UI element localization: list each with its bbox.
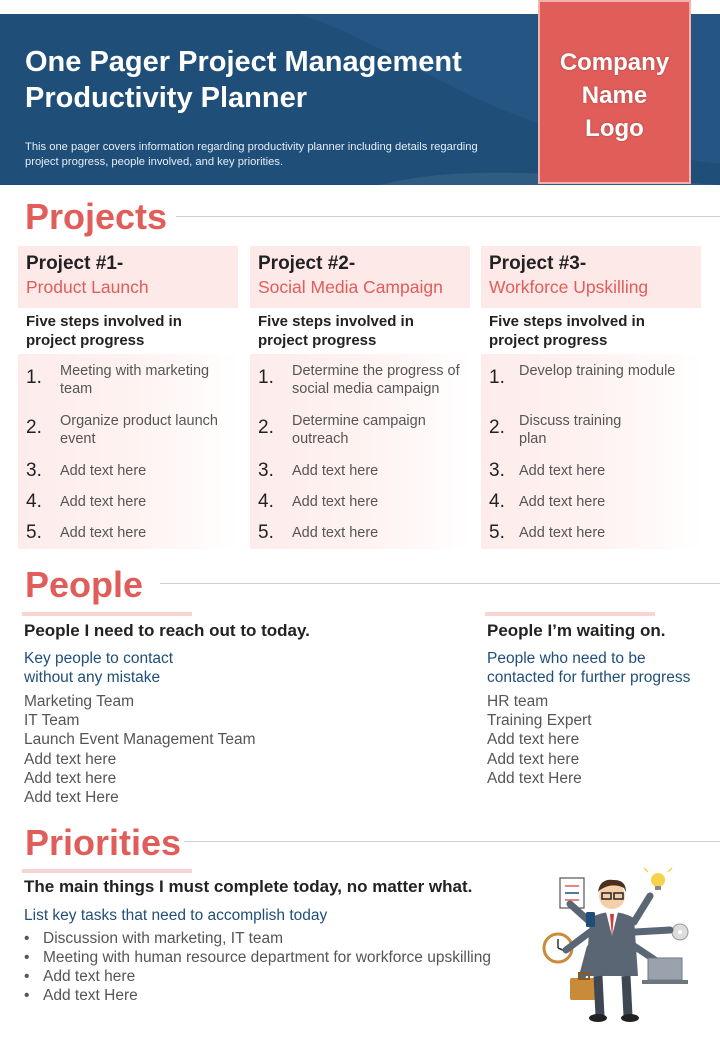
- project-subtitle: Five steps involved in project progress: [26, 313, 182, 349]
- step-number: 5.: [258, 522, 274, 543]
- step-number: 2.: [258, 417, 274, 438]
- step-text: Develop training module: [519, 363, 676, 379]
- priorities-divider: [184, 841, 720, 842]
- logo-line-2: Name: [581, 81, 648, 109]
- logo-line-1: Company: [559, 48, 670, 76]
- reach-out-subheading: Key people to contact without any mistake: [24, 650, 174, 686]
- list-item: [24, 986, 491, 1005]
- waiting-on-list: [487, 692, 712, 788]
- step-text: Discuss training plan: [519, 413, 622, 447]
- list-item: [24, 948, 491, 967]
- priorities-subheading: List key tasks that need to accomplish today: [24, 907, 328, 924]
- reach-out-heading: People I need to reach out to today.: [24, 621, 310, 640]
- people-reach-out-column: [24, 620, 464, 807]
- reach-out-list: [24, 692, 464, 807]
- step-number: 1.: [489, 367, 505, 388]
- list-item: Marketing Team: [24, 693, 134, 710]
- priorities-section-title: Priorities: [25, 822, 182, 863]
- list-item: Add text Here: [487, 769, 582, 787]
- project-card-header: [481, 246, 701, 308]
- list-item: [24, 967, 491, 986]
- project-name: Social Media Campaign: [258, 277, 443, 297]
- people-waiting-on-column: [487, 620, 712, 788]
- multitasking-businessman-icon: [540, 866, 710, 1026]
- step-text: Add text here: [519, 463, 606, 479]
- project-number: Project #3-: [489, 253, 587, 274]
- bullet: •: [24, 930, 30, 947]
- people-right-accent-bar: [485, 612, 655, 616]
- list-item: Add text Here: [24, 789, 119, 807]
- projects-section-title: Projects: [25, 196, 168, 237]
- list-item: HR team: [487, 693, 549, 710]
- priorities-list: [24, 929, 491, 1005]
- project-card-3: [481, 246, 701, 549]
- bullet: •: [24, 949, 30, 966]
- step-text: Meeting with marketing team: [60, 363, 210, 397]
- step-number: 2.: [489, 417, 505, 438]
- list-item: IT Team: [24, 712, 80, 730]
- step-number: 1.: [258, 367, 274, 388]
- bullet: •: [24, 987, 30, 1004]
- project-steps-list: [250, 354, 470, 549]
- people-left-accent-bar: [22, 612, 192, 616]
- list-item-text: Add text here: [43, 968, 136, 985]
- step-number: 3.: [26, 460, 42, 481]
- list-item: Add text here: [24, 769, 117, 787]
- project-card-header: [18, 246, 238, 308]
- waiting-on-heading: People I’m waiting on.: [487, 621, 666, 640]
- step-number: 4.: [258, 491, 274, 512]
- logo-line-3: Logo: [585, 114, 644, 142]
- people-section-title: People: [25, 564, 144, 605]
- company-logo-placeholder: [538, 0, 691, 184]
- list-item: [24, 929, 491, 948]
- waiting-on-subheading: People who need to be contacted for further progress: [487, 650, 691, 686]
- project-steps-list: [481, 354, 701, 549]
- priorities-heading: The main things I must complete today, no matter what.: [24, 877, 473, 896]
- project-steps-list: [18, 354, 238, 549]
- step-number: 5.: [489, 522, 505, 543]
- project-subtitle: Five steps involved in project progress: [258, 313, 414, 349]
- project-name: Workforce Upskilling: [489, 277, 649, 297]
- step-text: Organize product launch event: [60, 413, 218, 447]
- priorities-accent-bar: [22, 869, 192, 873]
- list-item: Launch Event Management Team: [24, 731, 256, 749]
- list-item: Add text here: [487, 731, 580, 749]
- step-text: Add text here: [292, 463, 379, 479]
- step-text: Add text here: [292, 494, 379, 510]
- page-title: One Pager Project Management Productivity Planner: [25, 46, 462, 114]
- step-number: 2.: [26, 417, 42, 438]
- list-item-text: Discussion with marketing, IT team: [43, 930, 284, 947]
- list-item-text: Meeting with human resource department for workforce upskilling: [43, 949, 491, 966]
- list-item: Add text here: [487, 750, 580, 768]
- step-text: Add text here: [292, 525, 379, 541]
- step-number: 1.: [26, 367, 42, 388]
- project-subtitle: Five steps involved in project progress: [489, 313, 645, 349]
- step-number: 4.: [26, 491, 42, 512]
- project-number: Project #2-: [258, 253, 356, 274]
- step-text: Add text here: [60, 494, 147, 510]
- step-number: 5.: [26, 522, 42, 543]
- project-card-header: [250, 246, 470, 308]
- list-item: Add text here: [24, 750, 117, 768]
- project-card-1: [18, 246, 238, 549]
- step-text: Determine campaign outreach: [292, 413, 426, 447]
- step-number: 4.: [489, 491, 505, 512]
- page-description: This one pager covers information regarding productivity planner including details regarding project progress, people involved, and key priorities.: [25, 141, 478, 168]
- step-text: Determine the progress of social media campaign: [292, 363, 460, 397]
- project-number: Project #1-: [26, 253, 124, 274]
- list-item: Training Expert: [487, 712, 592, 730]
- list-item-text: Add text Here: [43, 987, 138, 1004]
- step-number: 3.: [258, 460, 274, 481]
- people-divider: [160, 583, 720, 584]
- step-text: Add text here: [519, 525, 606, 541]
- project-name: Product Launch: [26, 277, 149, 297]
- step-number: 3.: [489, 460, 505, 481]
- project-card-2: [250, 246, 470, 549]
- step-text: Add text here: [519, 494, 606, 510]
- step-text: Add text here: [60, 463, 147, 479]
- projects-divider: [176, 216, 720, 217]
- step-text: Add text here: [60, 525, 147, 541]
- bullet: •: [24, 968, 30, 985]
